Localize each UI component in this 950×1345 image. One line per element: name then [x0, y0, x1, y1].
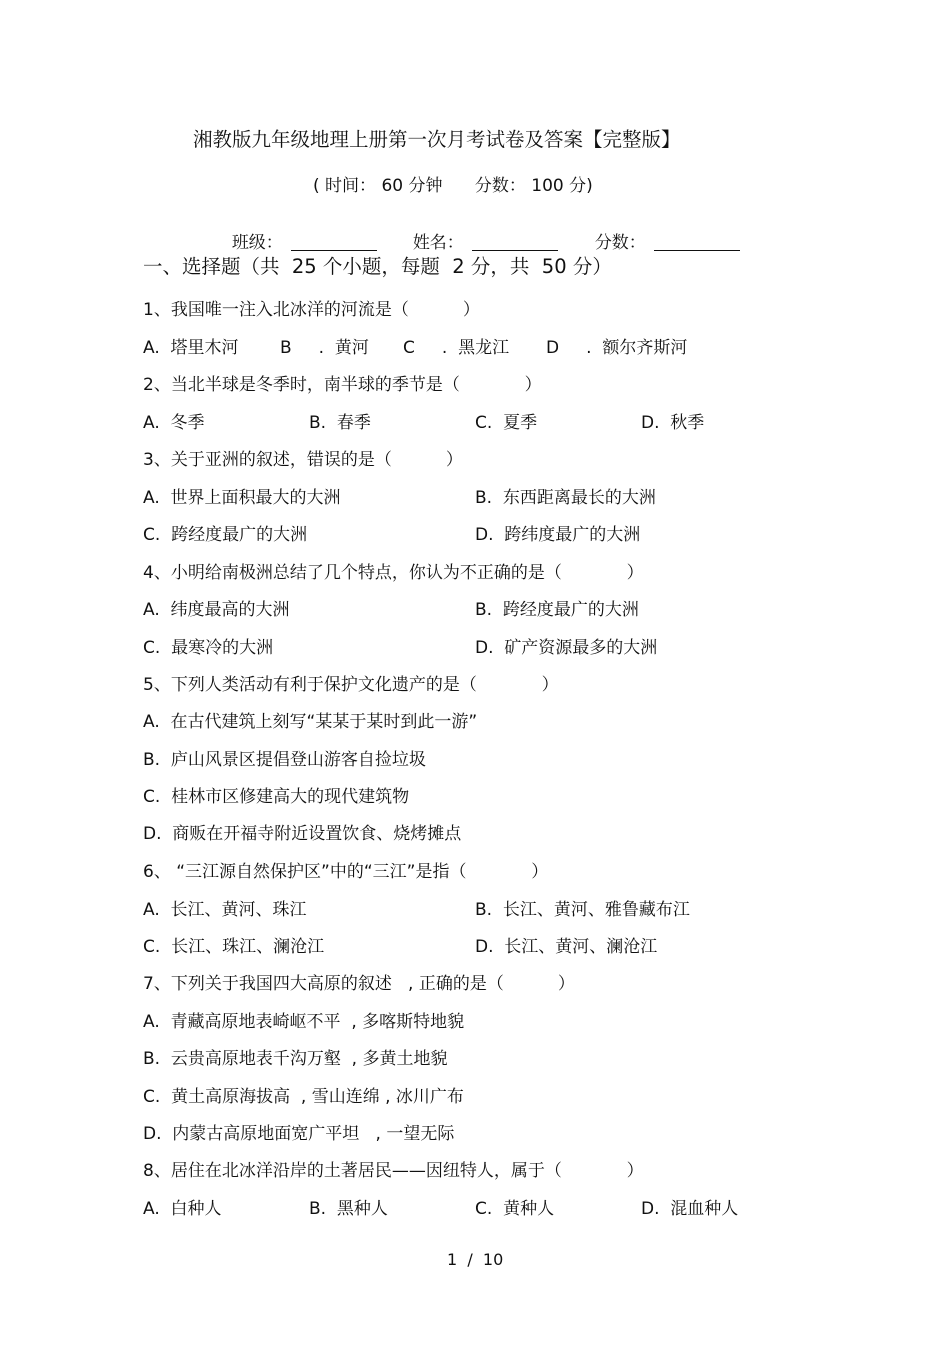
q8-option-d: D. 混血种人: [641, 1199, 739, 1219]
page-number: 1 / 10: [447, 1250, 504, 1269]
q6-option-d: D. 长江、黄河、澜沧江: [475, 937, 658, 957]
question-8: 8、居住在北冰洋沿岸的土著居民——因纽特人，属于（ ）: [143, 1161, 644, 1181]
q3-option-b: B. 东西距离最长的大洲: [475, 488, 656, 508]
score-blank: [654, 234, 740, 251]
q4-option-a: A. 纬度最高的大洲: [143, 600, 290, 620]
q8-option-b: B. 黑种人: [309, 1199, 388, 1219]
q5-option-b: B. 庐山风景区提倡登山游客自捡垃圾: [143, 750, 426, 770]
q5-option-c: C. 桂林市区修建高大的现代建筑物: [143, 787, 410, 807]
exam-info: ( 时间： 60 分钟 分数： 100 分): [313, 176, 593, 196]
class-label: 班级：: [231, 233, 283, 253]
q4-option-b: B. 跨经度最广的大洲: [475, 600, 639, 620]
q2-option-a: A. 冬季: [143, 413, 205, 433]
name-label: 姓名：: [412, 233, 464, 253]
q5-option-d: D. 商贩在开福寺附近设置饮食、烧烤摊点: [143, 824, 462, 844]
q7-option-b: B. 云贵高原地表千沟万壑 , 多黄土地貌: [143, 1049, 448, 1069]
section-heading: 一、选择题（共 25 个小题，每题 2 分，共 50 分）: [143, 255, 612, 278]
class-blank: [291, 234, 377, 251]
q6-option-b: B. 长江、黄河、雅鲁藏布江: [475, 900, 690, 920]
question-4: 4、小明给南极洲总结了几个特点，你认为不正确的是（ ）: [143, 563, 644, 583]
q3-option-a: A. 世界上面积最大的大洲: [143, 488, 341, 508]
q2-option-b: B. 春季: [309, 413, 371, 433]
question-3: 3、关于亚洲的叙述，错误的是（ ）: [143, 450, 463, 470]
q4-option-d: D. 矿产资源最多的大洲: [475, 638, 658, 658]
q8-option-a: A. 白种人: [143, 1199, 222, 1219]
q7-option-d: D. 内蒙古高原地面宽广平坦 , 一望无际: [143, 1124, 455, 1144]
question-5: 5、下列人类活动有利于保护文化遗产的是（ ）: [143, 675, 559, 695]
q3-option-c: C. 跨经度最广的大洲: [143, 525, 308, 545]
question-1: 1、我国唯一注入北冰洋的河流是（ ）: [143, 300, 480, 320]
q6-option-c: C. 长江、珠江、澜沧江: [143, 937, 325, 957]
q3-option-d: D. 跨纬度最广的大洲: [475, 525, 641, 545]
question-7: 7、下列关于我国四大高原的叙述 , 正确的是（ ）: [143, 974, 575, 994]
score-label: 分数：: [594, 233, 646, 253]
question-6: 6、 “三江源自然保护区”中的“三江”是指（ ）: [143, 862, 549, 882]
q6-option-a: A. 长江、黄河、珠江: [143, 900, 307, 920]
q1-option-c: C . 黑龙江: [403, 338, 510, 358]
q5-option-a: A. 在古代建筑上刻写“某某于某时到此一游”: [143, 712, 478, 732]
q1-option-a: A. 塔里木河: [143, 338, 239, 358]
name-blank: [472, 234, 558, 251]
q2-option-d: D. 秋季: [641, 413, 705, 433]
q4-option-c: C. 最寒冷的大洲: [143, 638, 274, 658]
q2-option-c: C. 夏季: [475, 413, 538, 433]
q1-option-b: B . 黄河: [280, 338, 369, 358]
q7-option-a: A. 青藏高原地表崎岖不平 , 多喀斯特地貌: [143, 1012, 465, 1032]
q8-option-c: C. 黄种人: [475, 1199, 555, 1219]
name-field: [402, 213, 558, 253]
class-field: [221, 213, 377, 253]
page-title: 湘教版九年级地理上册第一次月考试卷及答案【完整版】: [193, 128, 681, 151]
q7-option-c: C. 黄土高原海拔高 , 雪山连绵 , 冰川广布: [143, 1087, 464, 1107]
q1-option-d: D . 额尔齐斯河: [546, 338, 688, 358]
question-2: 2、当北半球是冬季时，南半球的季节是（ ）: [143, 375, 542, 395]
score-field: [584, 213, 740, 253]
